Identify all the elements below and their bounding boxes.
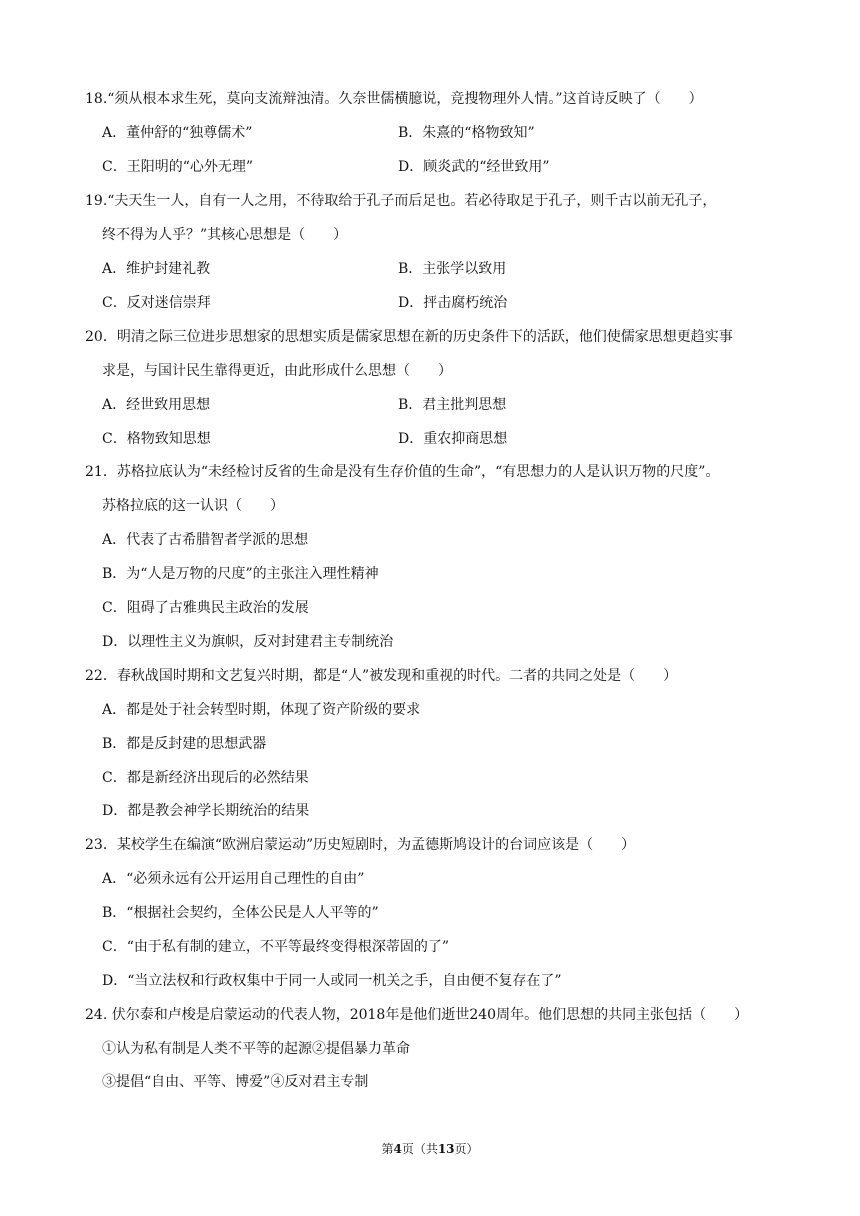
question-20-option-d: D．重农抑商思想 — [398, 431, 508, 447]
question-21-option-a: A．代表了古希腊智者学派的思想 — [102, 532, 309, 548]
question-21-stem-continued: 苏格拉底的这一认识（ ） — [102, 498, 284, 514]
page-footer — [0, 1141, 860, 1157]
question-21-option-b: B．为“人是万物的尺度”的主张注入理性精神 — [102, 566, 379, 582]
question-22-option-b: B．都是反封建的思想武器 — [102, 736, 267, 752]
question-18-option-c: C．王阳明的“心外无理” — [102, 159, 254, 175]
question-20-option-b: B．君主批判思想 — [398, 397, 507, 413]
question-23-option-b: B．“根据社会契约，全体公民是人人平等的” — [102, 905, 379, 921]
question-23-option-c: C．“由于私有制的建立，不平等最终变得根深蒂固的了” — [102, 939, 450, 955]
footer-middle: 页（共 — [401, 1142, 438, 1156]
question-21-option-c: C．阻碍了古雅典民主政治的发展 — [102, 600, 309, 616]
question-23-option-a: A．“必须永远有公开运用自己理性的自由” — [102, 871, 365, 887]
question-18-option-b: B．朱熹的“格物致知” — [398, 125, 535, 141]
question-18-stem: 18.“须从根本求生死，莫向支流辩浊清。久奈世儒横臆说，竞搜物理外人情。”这首诗反映了（ ） — [85, 91, 703, 107]
question-22-option-c: C．都是新经济出现后的必然结果 — [102, 770, 309, 786]
question-19-option-c: C．反对迷信崇拜 — [102, 295, 211, 311]
question-18-option-d: D．顾炎武的“经世致用” — [398, 159, 550, 175]
question-22-option-d: D．都是教会神学长期统治的结果 — [102, 803, 310, 819]
question-23-option-d: D．“当立法权和行政权集中于同一人或同一机关之手，自由便不复存在了” — [102, 973, 562, 989]
question-20-option-c: C．格物致知思想 — [102, 431, 211, 447]
question-23-stem: 23．某校学生在编演“欧洲启蒙运动”历史短剧时，为孟德斯鸠设计的台词应该是（ ） — [85, 837, 636, 853]
footer-page-number: 4 — [393, 1142, 402, 1156]
question-20-option-a: A．经世致用思想 — [102, 397, 211, 413]
question-24-statements-1-2: ①认为私有制是人类不平等的起源②提倡暴力革命 — [102, 1041, 410, 1057]
question-20-stem-continued: 求是，与国计民生靠得更近，由此形成什么思想（ ） — [102, 363, 452, 379]
question-19-option-d: D．抨击腐朽统治 — [398, 295, 508, 311]
question-20-stem: 20．明清之际三位进步思想家的思想实质是儒家思想在新的历史条件下的活跃，他们使儒家思想更趋实事 — [85, 329, 733, 345]
footer-suffix: 页） — [454, 1142, 479, 1156]
question-19-stem: 19.“夫天生一人，自有一人之用，不待取给于孔子而后足也。若必待取足于孔子，则千古以前无孔子， — [85, 193, 717, 209]
question-24-stem: 24. 伏尔泰和卢梭是启蒙运动的代表人物，2018年是他们逝世240周年。他们思想的共同主张包括（ ） — [85, 1007, 749, 1023]
footer-prefix: 第 — [381, 1142, 394, 1156]
question-22-option-a: A．都是处于社会转型时期，体现了资产阶级的要求 — [102, 702, 421, 718]
question-21-option-d: D．以理性主义为旗帜，反对封建君主专制统治 — [102, 634, 394, 650]
question-19-stem-continued: 终不得为人乎？”其核心思想是（ ） — [102, 227, 348, 243]
question-19-option-b: B．主张学以致用 — [398, 261, 507, 277]
question-18-option-a: A．董仲舒的“独尊儒术” — [102, 125, 253, 141]
question-19-option-a: A．维护封建礼教 — [102, 261, 211, 277]
question-22-stem: 22．春秋战国时期和文艺复兴时期，都是“人”被发现和重视的时代。二者的共同之处是（ ） — [85, 668, 678, 684]
question-24-statements-3-4: ③提倡“自由、平等、博爱”④反对君主专制 — [102, 1074, 369, 1090]
footer-total-pages: 13 — [437, 1142, 455, 1156]
question-21-stem: 21．苏格拉底认为“未经检讨反省的生命是没有生存价值的生命”，“有思想力的人是认识万物的尺度”。 — [85, 464, 720, 480]
